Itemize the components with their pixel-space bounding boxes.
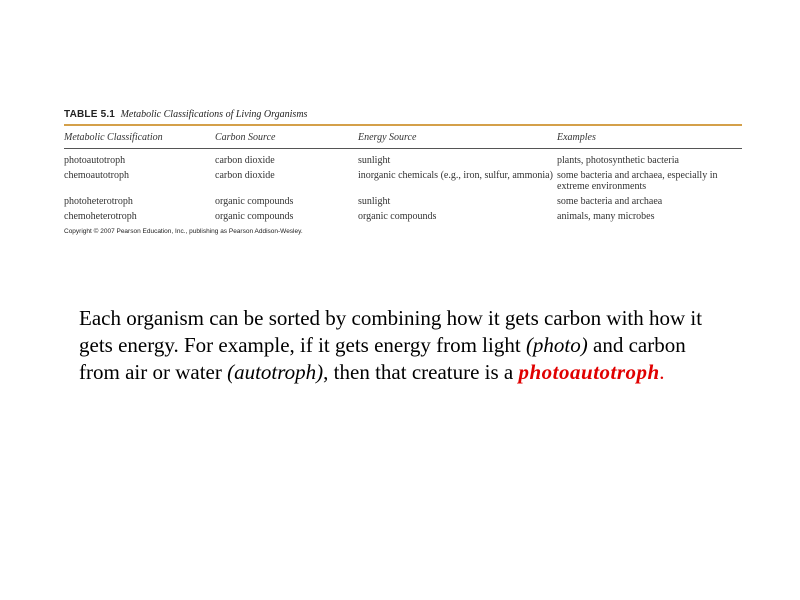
table-row: [64, 196, 742, 211]
table-title: [64, 108, 742, 122]
table-cell: plants, photosynthetic bacteria: [557, 155, 679, 166]
table-row: [64, 211, 742, 226]
table-row: [64, 170, 742, 196]
table-cell: carbon dioxide: [215, 170, 275, 181]
table-cell: chemoheterotroph: [64, 211, 137, 222]
paragraph-text: and carbon from air or water: [79, 333, 686, 384]
table-cell: organic compounds: [358, 211, 437, 222]
column-header: Examples: [557, 126, 742, 149]
table-cell: photoautotroph: [64, 155, 126, 166]
photo-term: (photo): [525, 333, 588, 357]
metabolic-classification-table: [64, 108, 742, 235]
copyright-notice: Copyright © 2007 Pearson Education, Inc., publishing as Pearson Addison-Wesley.: [64, 228, 303, 235]
table-cell: animals, many microbes: [557, 211, 655, 222]
table-cell: carbon dioxide: [215, 155, 275, 166]
paragraph-text: Each organism can be sorted by combining how it gets carbon with how it gets energy. For example, if it gets energy from light: [79, 306, 703, 357]
table-cell: inorganic chemicals (e.g., iron, sulfur, ammonia): [358, 170, 553, 181]
photoautotroph-highlight: photoautotroph: [518, 360, 660, 384]
classification-table: [64, 126, 742, 226]
table-cell: some bacteria and archaea, especially in extreme environments: [557, 170, 718, 192]
table-cell: some bacteria and archaea: [557, 196, 663, 207]
column-header: Carbon Source: [215, 126, 358, 149]
table-cell: organic compounds: [215, 211, 294, 222]
autotroph-term: (autotroph): [227, 360, 324, 384]
column-header: Energy Source: [358, 126, 557, 149]
explanation-paragraph: [79, 305, 719, 386]
table-cell: sunlight: [358, 196, 391, 207]
table-cell: chemoautotroph: [64, 170, 129, 181]
table-cell: organic compounds: [215, 196, 294, 207]
column-header: Metabolic Classification: [64, 126, 215, 149]
table-number: TABLE 5.1: [64, 109, 116, 120]
table-caption: Metabolic Classifications of Living Organisms: [120, 109, 308, 120]
period: .: [659, 360, 666, 384]
table-row: [64, 149, 742, 171]
table-header-row: [64, 126, 742, 149]
table-cell: photoheterotroph: [64, 196, 133, 207]
table-cell: sunlight: [358, 155, 391, 166]
paragraph-text: , then that creature is a: [323, 360, 519, 384]
